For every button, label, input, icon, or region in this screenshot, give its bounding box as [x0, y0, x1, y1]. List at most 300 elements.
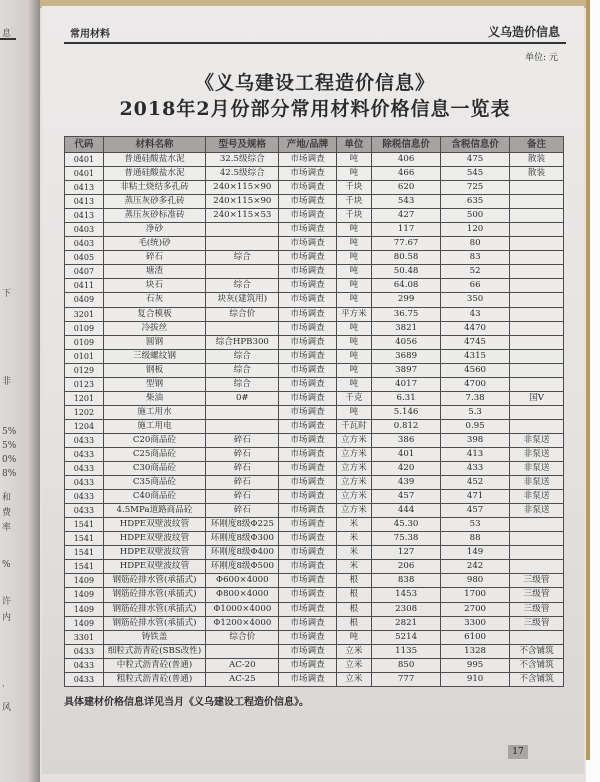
cell-name: 圆钢	[103, 335, 205, 349]
cell-name: 净砂	[103, 223, 205, 237]
cell-name: 铸铁盖	[103, 630, 205, 644]
cell-code: 3201	[65, 307, 104, 321]
cell-remark	[510, 335, 564, 349]
cell-unit: 吨	[336, 153, 372, 167]
cell-remark	[510, 630, 564, 644]
cell-name: 非粘土烧结多孔砖	[103, 181, 205, 195]
cell-taxed-price: 88	[441, 532, 510, 546]
cell-unit: 千瓦时	[336, 419, 372, 433]
cell-pretax-price: 299	[372, 293, 441, 307]
cell-pretax-price: 6.31	[372, 391, 441, 405]
cell-code: 0413	[65, 181, 104, 195]
cell-taxed-price: 457	[441, 504, 510, 518]
cell-taxed-price: 4560	[441, 363, 510, 377]
cell-pretax-price: 401	[372, 447, 441, 461]
table-row	[65, 377, 564, 391]
table-row	[65, 672, 564, 686]
cell-code: 0433	[65, 476, 104, 490]
cell-origin: 市场调查	[279, 644, 336, 658]
cell-remark	[510, 419, 564, 433]
cell-taxed-price: 4315	[441, 349, 510, 363]
cell-unit: 吨	[336, 265, 372, 279]
cell-remark: 非泵送	[510, 447, 564, 461]
cell-spec: 综合	[206, 349, 279, 363]
cell-pretax-price: 386	[372, 433, 441, 447]
cell-remark: 不含铺筑	[510, 644, 564, 658]
publication-label: 义乌造价信息	[487, 25, 560, 39]
cell-origin: 市场调查	[279, 532, 336, 546]
cell-spec: 环刚度8级Φ300	[206, 532, 279, 546]
facing-page-text: ·	[2, 682, 5, 692]
table-row	[65, 447, 564, 461]
cell-remark	[510, 377, 564, 391]
table-header-row	[65, 137, 564, 153]
cell-code: 0411	[65, 279, 104, 293]
price-table	[64, 136, 564, 687]
cell-origin: 市场调查	[279, 181, 336, 195]
cell-unit: 吨	[336, 405, 372, 419]
cell-unit: 吨	[336, 293, 372, 307]
cell-unit: 立方米	[336, 490, 372, 504]
cell-origin: 市场调查	[279, 476, 336, 490]
col-header-unit: 单位	[336, 137, 372, 153]
cell-spec: 环刚度8级Φ400	[206, 546, 279, 560]
cell-remark	[510, 518, 564, 532]
facing-page-text: 0%	[2, 455, 17, 465]
cell-origin: 市场调查	[279, 195, 336, 209]
cell-origin: 市场调查	[279, 153, 336, 167]
cell-taxed-price: 2700	[441, 602, 510, 616]
cell-origin: 市场调查	[279, 672, 336, 686]
cell-taxed-price: 4470	[441, 321, 510, 335]
cell-unit: 根	[336, 588, 372, 602]
cell-taxed-price: 635	[441, 195, 510, 209]
cell-spec: Φ1200×4000	[206, 616, 279, 630]
title-line-2: 2018年2月份部分常用材料价格信息一览表	[119, 98, 511, 120]
cell-spec: 碎石	[206, 447, 279, 461]
cell-name: 蒸压灰砂标准砖	[103, 209, 205, 223]
cell-unit: 吨	[336, 167, 372, 181]
facing-page-text: 息	[2, 29, 12, 39]
cell-name: 钢筋砼排水管(承插式)	[103, 616, 205, 630]
cell-remark: 非泵送	[510, 490, 564, 504]
cell-taxed-price: 1700	[441, 588, 510, 602]
cell-taxed-price: 545	[441, 167, 510, 181]
cell-pretax-price: 206	[372, 560, 441, 574]
cell-remark	[510, 265, 564, 279]
cell-name: HDPE双壁波纹管	[103, 532, 205, 546]
cell-unit: 根	[336, 574, 372, 588]
cell-taxed-price: 350	[441, 293, 510, 307]
cell-origin: 市场调查	[279, 433, 336, 447]
cell-pretax-price: 1135	[372, 644, 441, 658]
cell-code: 1541	[65, 560, 104, 574]
cell-taxed-price: 452	[441, 476, 510, 490]
cell-spec	[206, 644, 279, 658]
cell-origin: 市场调查	[279, 588, 336, 602]
cell-name: 复合模板	[103, 307, 205, 321]
cell-name: C30商品砼	[103, 462, 205, 476]
cell-spec: 环刚度8级Φ225	[206, 518, 279, 532]
cell-spec: 综合	[206, 279, 279, 293]
cell-origin: 市场调查	[279, 265, 336, 279]
cell-pretax-price: 838	[372, 574, 441, 588]
cell-remark	[510, 223, 564, 237]
cell-unit: 米	[336, 546, 372, 560]
cell-origin: 市场调查	[279, 447, 336, 461]
cell-name: 碎石	[103, 251, 205, 265]
cell-spec: 0#	[206, 391, 279, 405]
cell-unit: 吨	[336, 335, 372, 349]
cell-spec: Φ600×4000	[206, 574, 279, 588]
cell-pretax-price: 117	[372, 223, 441, 237]
cell-code: 0433	[65, 447, 104, 461]
table-row	[65, 349, 564, 363]
cell-spec: 42.5级综合	[206, 167, 279, 181]
cell-remark: 不含铺筑	[510, 658, 564, 672]
cell-remark: 散装	[510, 167, 564, 181]
cell-code: 0401	[65, 167, 104, 181]
table-row	[65, 518, 564, 532]
facing-page-text: 内	[2, 613, 12, 623]
cell-remark	[510, 405, 564, 419]
cell-taxed-price: 83	[441, 251, 510, 265]
cell-spec: Φ800×4000	[206, 588, 279, 602]
cell-pretax-price: 5214	[372, 630, 441, 644]
table-row	[65, 363, 564, 377]
cell-name: C25商品砼	[103, 447, 205, 461]
table-row	[65, 476, 564, 490]
cell-name: HDPE双壁波纹管	[103, 518, 205, 532]
cell-unit: 立方米	[336, 504, 372, 518]
cell-name: 蒸压灰砂多孔砖	[103, 195, 205, 209]
cell-taxed-price: 52	[441, 265, 510, 279]
cell-pretax-price: 75.38	[372, 532, 441, 546]
cell-spec: 碎石	[206, 504, 279, 518]
cell-remark	[510, 209, 564, 223]
facing-page-text: 费	[2, 508, 12, 518]
cell-remark: 国V	[510, 391, 564, 405]
cell-origin: 市场调查	[279, 630, 336, 644]
cell-remark: 散装	[510, 153, 564, 167]
cell-remark	[510, 251, 564, 265]
cell-unit: 吨	[336, 251, 372, 265]
cell-remark	[510, 279, 564, 293]
table-row	[65, 616, 564, 630]
cell-code: 1204	[65, 419, 104, 433]
cell-taxed-price: 4745	[441, 335, 510, 349]
cell-pretax-price: 45.30	[372, 518, 441, 532]
cell-name: 塘渣	[103, 265, 205, 279]
cell-remark: 三级管	[510, 616, 564, 630]
page-number: 17	[508, 745, 528, 759]
cell-unit: 吨	[336, 377, 372, 391]
cell-name: C20商品砼	[103, 433, 205, 447]
cell-taxed-price: 3300	[441, 616, 510, 630]
cell-unit: 立米	[336, 672, 372, 686]
cell-unit: 立米	[336, 644, 372, 658]
cell-pretax-price: 80.58	[372, 251, 441, 265]
cell-spec: 碎石	[206, 490, 279, 504]
cell-taxed-price: 725	[441, 181, 510, 195]
section-label: 常用材料	[70, 29, 110, 40]
cell-name: 三级螺纹钢	[103, 349, 205, 363]
cell-pretax-price: 3897	[372, 363, 441, 377]
cell-unit: 根	[336, 616, 372, 630]
cell-remark: 三级管	[510, 574, 564, 588]
cell-code: 1409	[65, 574, 104, 588]
facing-page-text: 5%	[2, 441, 17, 451]
cell-name: 普通硅酸盐水泥	[103, 167, 205, 181]
facing-page-text: 和	[2, 493, 12, 503]
cell-origin: 市场调查	[279, 363, 336, 377]
table-row	[65, 293, 564, 307]
cell-origin: 市场调查	[279, 546, 336, 560]
cell-unit: 米	[336, 532, 372, 546]
table-row	[65, 321, 564, 335]
cell-taxed-price: 242	[441, 560, 510, 574]
cell-origin: 市场调查	[279, 349, 336, 363]
cell-name: 中粒式沥青砼(普通)	[103, 658, 205, 672]
cell-code: 0403	[65, 237, 104, 251]
cell-spec: 块灰(建筑用)	[206, 293, 279, 307]
table-row	[65, 419, 564, 433]
table-row	[65, 195, 564, 209]
cell-code: 0405	[65, 251, 104, 265]
cell-unit: 立方米	[336, 433, 372, 447]
cell-name: 柴油	[103, 391, 205, 405]
cell-spec: 碎石	[206, 433, 279, 447]
cell-unit: 吨	[336, 349, 372, 363]
cell-name: 钢板	[103, 363, 205, 377]
cell-code: 0433	[65, 504, 104, 518]
cell-name: C40商品砼	[103, 490, 205, 504]
cell-spec: 综合价	[206, 307, 279, 321]
cell-origin: 市场调查	[279, 223, 336, 237]
cell-pretax-price: 50.48	[372, 265, 441, 279]
cell-unit: 立米	[336, 658, 372, 672]
cell-code: 0433	[65, 462, 104, 476]
cell-spec	[206, 265, 279, 279]
title-line-1: 《义乌建设工程造价信息》	[194, 72, 435, 94]
cell-code: 1409	[65, 588, 104, 602]
cell-name: C35商品砼	[103, 476, 205, 490]
cell-unit: 吨	[336, 363, 372, 377]
running-header	[64, 22, 566, 44]
table-row	[65, 335, 564, 349]
facing-page-text: 许	[2, 597, 12, 607]
cell-unit: 吨	[336, 237, 372, 251]
table-row	[65, 251, 564, 265]
cell-name: 细粒式沥青砼(SBS改性)	[103, 644, 205, 658]
table-row	[65, 658, 564, 672]
table-row	[65, 181, 564, 195]
table-body	[65, 153, 564, 687]
cell-origin: 市场调查	[279, 377, 336, 391]
cell-origin: 市场调查	[279, 518, 336, 532]
cell-spec: 综合	[206, 377, 279, 391]
col-header-spec: 型号及规格	[206, 137, 279, 153]
cell-unit: 米	[336, 560, 372, 574]
cell-spec: 碎石	[206, 462, 279, 476]
cell-spec: 综合HPB300	[206, 335, 279, 349]
cell-spec: AC-25	[206, 672, 279, 686]
cell-remark: 三级管	[510, 588, 564, 602]
facing-page-text: 下	[2, 289, 12, 299]
table-row	[65, 462, 564, 476]
table-row	[65, 560, 564, 574]
cell-pretax-price: 3821	[372, 321, 441, 335]
cell-unit: 千克	[336, 391, 372, 405]
cell-taxed-price: 80	[441, 237, 510, 251]
cell-unit: 立方米	[336, 447, 372, 461]
cell-name: 4.5MPa道路商品砼	[103, 504, 205, 518]
footnote: 具体建材价格信息详见当月《义乌建设工程造价信息》。	[64, 697, 309, 708]
cell-taxed-price: 7.38	[441, 391, 510, 405]
table-row	[65, 265, 564, 279]
table-row	[65, 504, 564, 518]
facing-page-text: 8%	[2, 469, 17, 479]
cell-origin: 市场调查	[279, 279, 336, 293]
cell-remark	[510, 349, 564, 363]
cell-name: 型钢	[103, 377, 205, 391]
cell-pretax-price: 543	[372, 195, 441, 209]
cell-origin: 市场调查	[279, 237, 336, 251]
cell-taxed-price: 149	[441, 546, 510, 560]
cell-pretax-price: 3689	[372, 349, 441, 363]
cell-pretax-price: 2308	[372, 602, 441, 616]
table-row	[65, 223, 564, 237]
cell-code: 0407	[65, 265, 104, 279]
cell-remark	[510, 363, 564, 377]
cell-taxed-price: 413	[441, 447, 510, 461]
page-title	[64, 70, 566, 122]
cell-taxed-price: 120	[441, 223, 510, 237]
cell-pretax-price: 777	[372, 672, 441, 686]
cell-spec: 240×115×53	[206, 209, 279, 223]
facing-page-text: 率	[2, 523, 12, 533]
table-row	[65, 532, 564, 546]
cell-remark	[510, 546, 564, 560]
col-header-code: 代码	[65, 137, 104, 153]
cell-code: 0123	[65, 377, 104, 391]
cell-remark	[510, 293, 564, 307]
table-row	[65, 490, 564, 504]
cell-origin: 市场调查	[279, 616, 336, 630]
facing-page-text: %	[2, 560, 11, 570]
table-row	[65, 209, 564, 223]
table-row	[65, 167, 564, 181]
cell-remark: 非泵送	[510, 433, 564, 447]
table-row	[65, 153, 564, 167]
cell-taxed-price: 6100	[441, 630, 510, 644]
table-row	[65, 588, 564, 602]
cell-code: 0433	[65, 490, 104, 504]
cell-origin: 市场调查	[279, 574, 336, 588]
cell-pretax-price: 444	[372, 504, 441, 518]
cell-code: 1409	[65, 616, 104, 630]
cell-name: 钢筋砼排水管(承插式)	[103, 602, 205, 616]
cell-name: 粗粒式沥青砼(普通)	[103, 672, 205, 686]
cell-taxed-price: 980	[441, 574, 510, 588]
cell-taxed-price: 66	[441, 279, 510, 293]
cell-origin: 市场调查	[279, 321, 336, 335]
cell-spec: 综合	[206, 251, 279, 265]
book-right-edge	[586, 0, 600, 782]
cell-unit: 千块	[336, 195, 372, 209]
cell-pretax-price: 127	[372, 546, 441, 560]
cell-taxed-price: 5.3	[441, 405, 510, 419]
facing-page	[0, 0, 40, 782]
cell-name: HDPE双壁波纹管	[103, 560, 205, 574]
cell-spec: Φ1000×4000	[206, 602, 279, 616]
cell-code: 0413	[65, 195, 104, 209]
cell-name: 施工用水	[103, 405, 205, 419]
cell-taxed-price: 53	[441, 518, 510, 532]
cell-origin: 市场调查	[279, 293, 336, 307]
cell-unit: 吨	[336, 630, 372, 644]
cell-code: 1541	[65, 518, 104, 532]
cell-unit: 米	[336, 518, 372, 532]
cell-unit: 千块	[336, 209, 372, 223]
cell-pretax-price: 4017	[372, 377, 441, 391]
cell-code: 0433	[65, 433, 104, 447]
cell-code: 0409	[65, 293, 104, 307]
cell-taxed-price: 43	[441, 307, 510, 321]
cell-pretax-price: 0.812	[372, 419, 441, 433]
cell-origin: 市场调查	[279, 602, 336, 616]
cell-taxed-price: 1328	[441, 644, 510, 658]
cell-pretax-price: 439	[372, 476, 441, 490]
cell-code: 1202	[65, 405, 104, 419]
cell-pretax-price: 850	[372, 658, 441, 672]
cell-unit: 根	[336, 602, 372, 616]
table-row	[65, 433, 564, 447]
cell-name: 冷拔丝	[103, 321, 205, 335]
cell-code: 0413	[65, 209, 104, 223]
cell-name: 钢筋砼排水管(承插式)	[103, 588, 205, 602]
cell-origin: 市场调查	[279, 405, 336, 419]
cell-code: 0403	[65, 223, 104, 237]
cell-taxed-price: 475	[441, 153, 510, 167]
cell-remark: 不含铺筑	[510, 672, 564, 686]
cell-remark	[510, 195, 564, 209]
cell-code: 0129	[65, 363, 104, 377]
cell-spec: 碎石	[206, 476, 279, 490]
document-page	[42, 6, 584, 774]
cell-spec: 环刚度8级Φ500	[206, 560, 279, 574]
cell-taxed-price: 4700	[441, 377, 510, 391]
cell-spec	[206, 419, 279, 433]
table-row	[65, 405, 564, 419]
cell-pretax-price: 64.08	[372, 279, 441, 293]
cell-unit: 吨	[336, 279, 372, 293]
cell-remark	[510, 307, 564, 321]
col-header-pretax-price: 除税信息价	[372, 137, 441, 153]
table-row	[65, 237, 564, 251]
cell-remark	[510, 532, 564, 546]
cell-remark: 非泵送	[510, 504, 564, 518]
cell-code: 0101	[65, 349, 104, 363]
cell-name: HDPE双壁波纹管	[103, 546, 205, 560]
cell-remark: 非泵送	[510, 462, 564, 476]
cell-unit: 吨	[336, 321, 372, 335]
cell-spec	[206, 237, 279, 251]
desk-edge	[586, 0, 590, 760]
cell-code: 1541	[65, 532, 104, 546]
cell-spec	[206, 321, 279, 335]
cell-unit: 平方米	[336, 307, 372, 321]
